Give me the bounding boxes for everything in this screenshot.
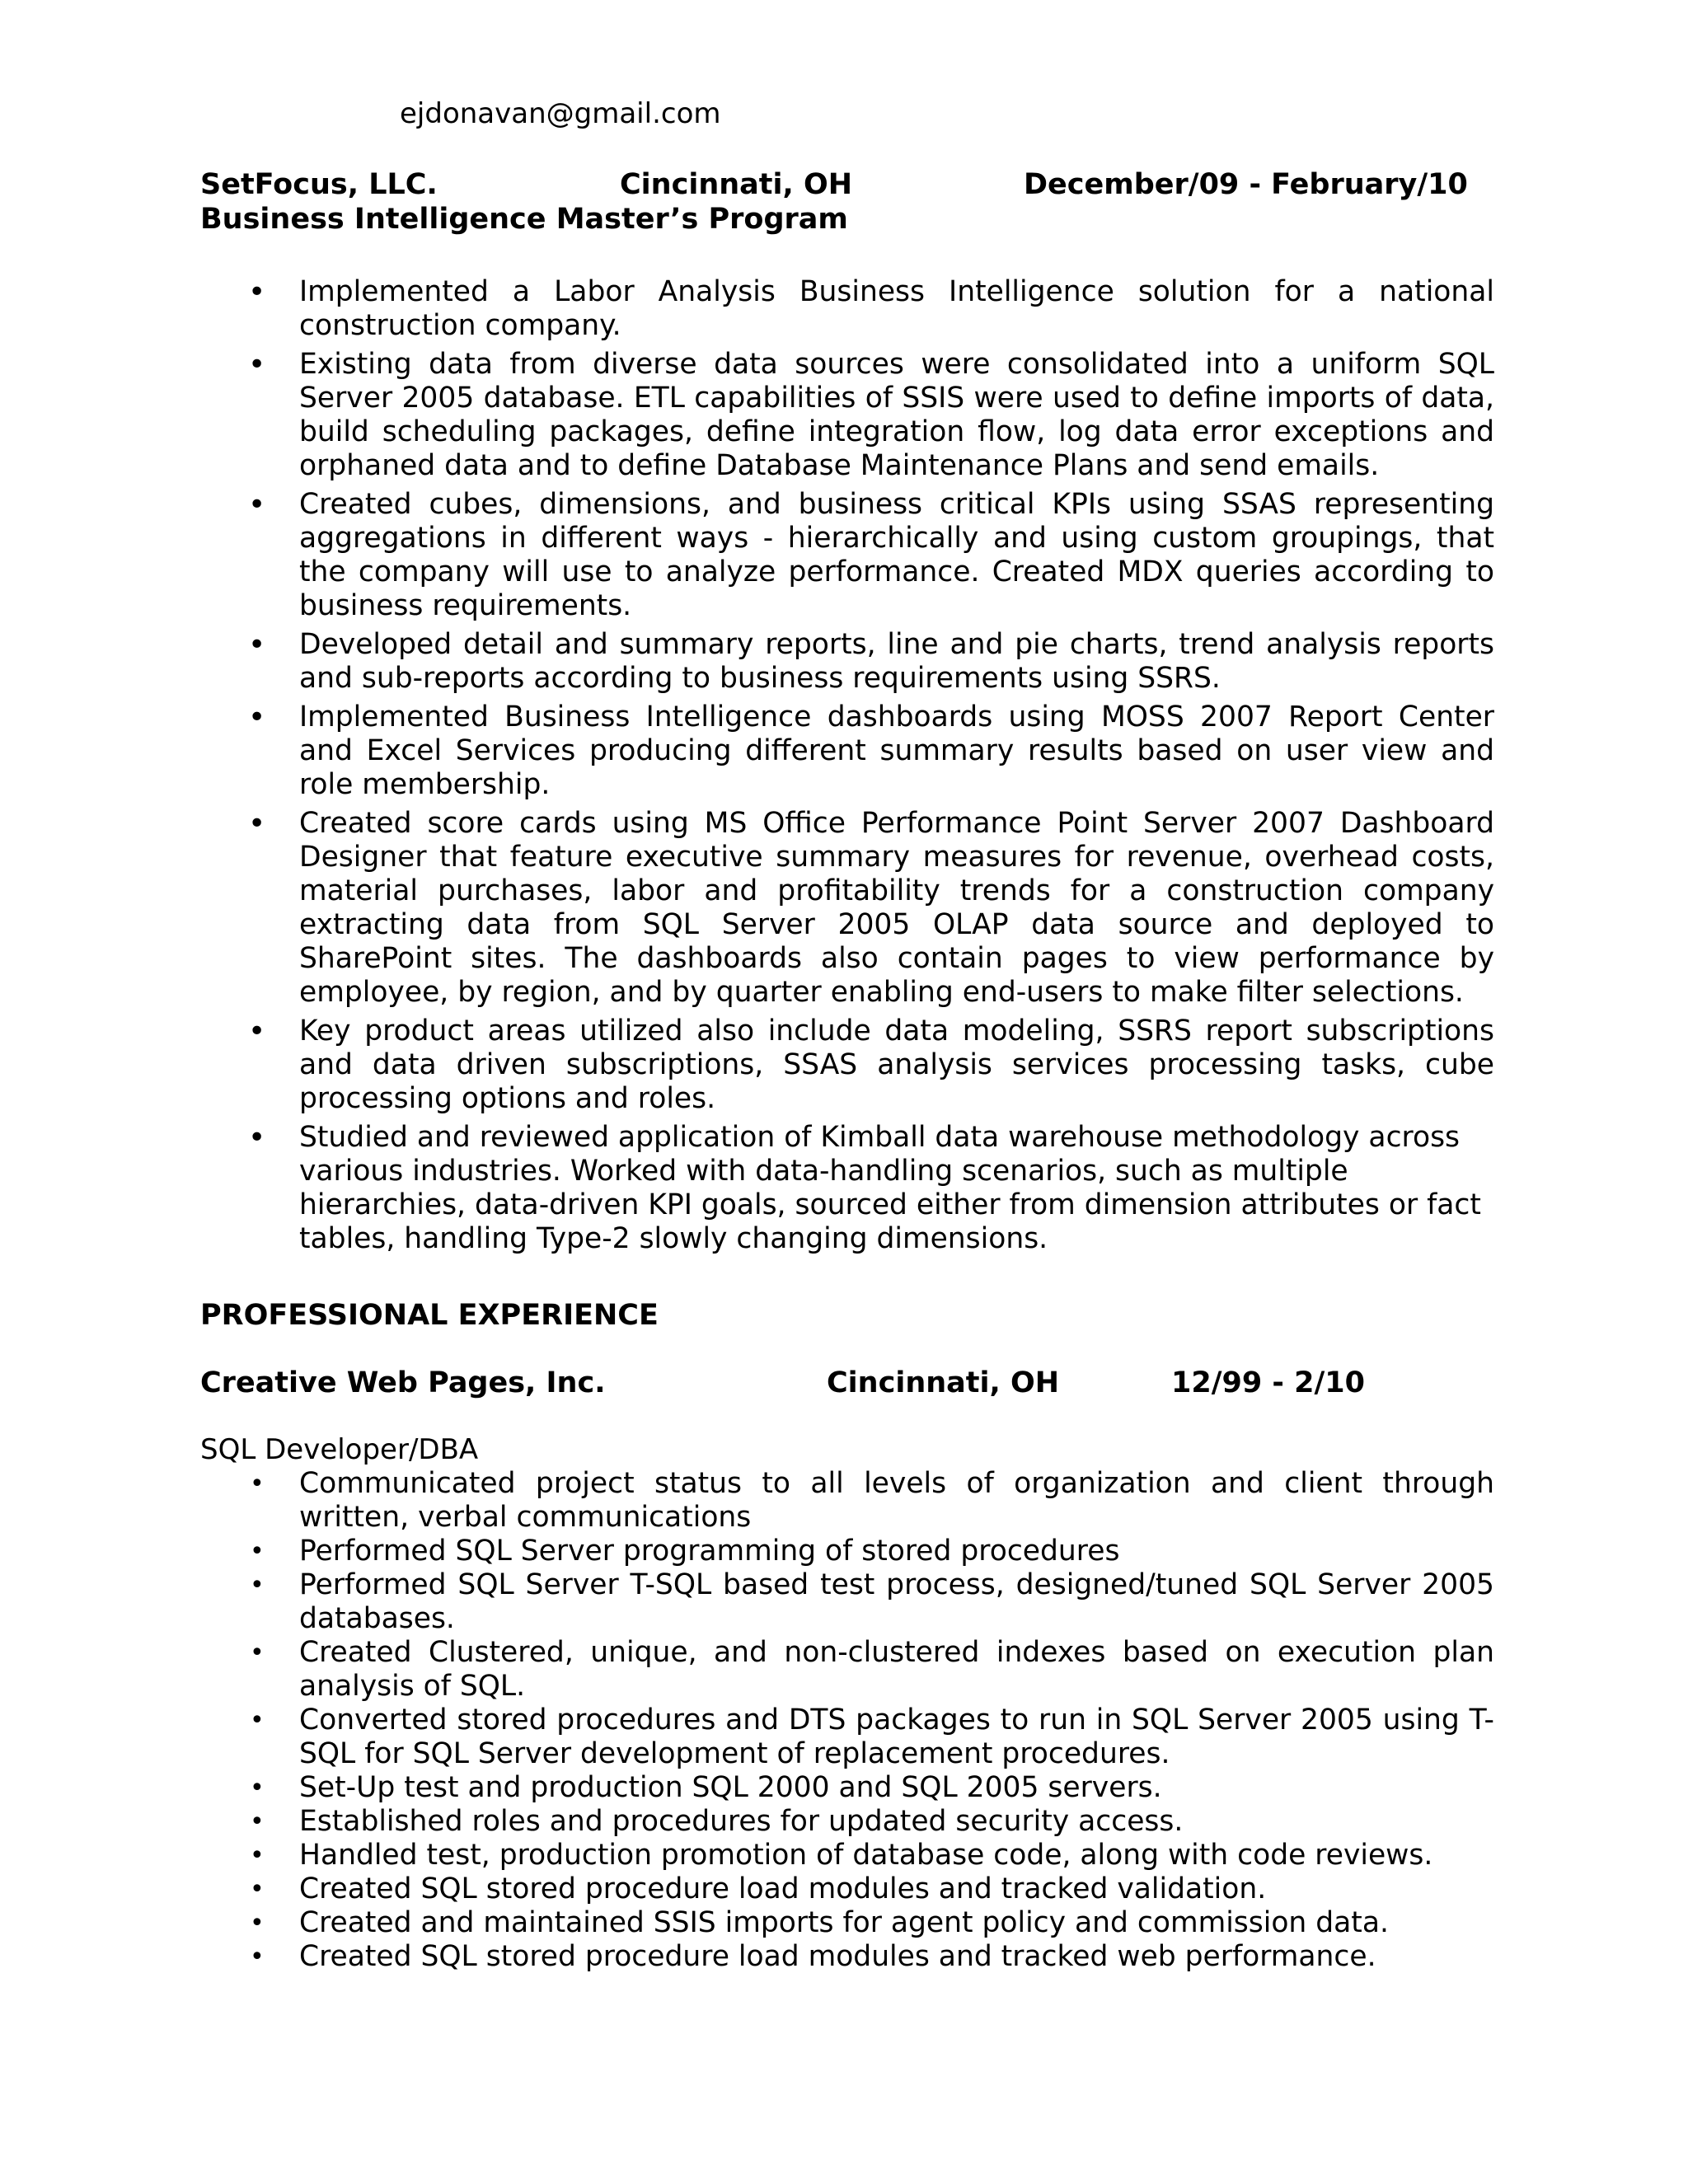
list-item bbox=[200, 807, 1494, 1010]
experience-dates: 12/99 - 2/10 bbox=[1171, 1366, 1365, 1399]
bullet-icon: • bbox=[250, 1571, 265, 1600]
bullet-icon: • bbox=[250, 1469, 265, 1498]
setfocus-company: SetFocus, LLC. bbox=[200, 168, 438, 201]
list-item bbox=[200, 488, 1494, 623]
list-item-text: Created cubes, dimensions, and business critical KPIs using SSAS representing aggregations in different ways - hierarchically and using custom groupings, that the company will use to analyze performance. Created MDX queries according to business requirements. bbox=[299, 488, 1494, 622]
bullet-icon: • bbox=[250, 1807, 265, 1836]
list-item bbox=[200, 1839, 1494, 1872]
bullet-icon: • bbox=[248, 701, 266, 734]
bullet-icon: • bbox=[248, 1121, 266, 1155]
contact-email: ejdonavan@gmail.com bbox=[400, 97, 721, 130]
setfocus-city: Cincinnati, OH bbox=[620, 168, 853, 201]
list-item bbox=[200, 1015, 1494, 1116]
list-item bbox=[200, 1771, 1494, 1805]
experience-role: SQL Developer/DBA bbox=[200, 1433, 479, 1466]
list-item bbox=[200, 1467, 1494, 1535]
list-item bbox=[200, 1805, 1494, 1839]
bullet-icon: • bbox=[248, 807, 266, 841]
bullet-icon: • bbox=[250, 1841, 265, 1870]
bullet-icon: • bbox=[248, 488, 266, 522]
list-item-text: Created and maintained SSIS imports for agent policy and commission data. bbox=[299, 1906, 1389, 1939]
list-item-text: Created SQL stored procedure load modules and tracked web performance. bbox=[299, 1940, 1376, 1973]
list-item-text: Set-Up test and production SQL 2000 and SQL 2005 servers. bbox=[299, 1771, 1162, 1804]
bullet-icon: • bbox=[250, 1638, 265, 1667]
bullet-icon: • bbox=[250, 1706, 265, 1735]
bullet-icon: • bbox=[248, 1015, 266, 1048]
list-item-text: Performed SQL Server programming of stored procedures bbox=[299, 1535, 1120, 1568]
list-item-text: Implemented a Labor Analysis Business Intelligence solution for a national construction company. bbox=[299, 275, 1494, 342]
bullet-icon: • bbox=[248, 628, 266, 662]
bullet-icon: • bbox=[250, 1774, 265, 1802]
list-item-text: Handled test, production promotion of database code, along with code reviews. bbox=[299, 1839, 1433, 1872]
list-item bbox=[200, 348, 1494, 483]
list-item bbox=[200, 701, 1494, 802]
list-item bbox=[200, 275, 1494, 343]
bullet-icon: • bbox=[250, 1909, 265, 1938]
list-item bbox=[200, 1535, 1494, 1568]
list-item-text: Key product areas utilized also include data modeling, SSRS report subscriptions and data driven subscriptions, SSAS analysis services processing tasks, cube processing options and roles. bbox=[299, 1015, 1494, 1115]
experience-bullet-list bbox=[200, 1467, 1494, 1974]
list-item bbox=[200, 1568, 1494, 1636]
list-item-text: Created SQL stored procedure load modules and tracked validation. bbox=[299, 1872, 1267, 1905]
list-item-text: Studied and reviewed application of Kimball data warehouse methodology across various industries. Worked with data-handling scenarios, such as multiple hierarchies, data-driven KPI goals, sourced either from dimension attributes or fact tables, handling Type-2 slowly changing dimensions. bbox=[299, 1121, 1481, 1255]
section-heading-professional-experience: PROFESSIONAL EXPERIENCE bbox=[200, 1299, 659, 1332]
list-item bbox=[200, 1872, 1494, 1906]
list-item bbox=[200, 1636, 1494, 1704]
list-item bbox=[200, 628, 1494, 696]
list-item bbox=[200, 1940, 1494, 1974]
experience-company: Creative Web Pages, Inc. bbox=[200, 1366, 606, 1399]
list-item-text: Created score cards using MS Office Performance Point Server 2007 Dashboard Designer that feature executive summary measures for revenue, overhead costs, material purchases, labor and profitability trends for a construction company extracting data from SQL Server 2005 OLAP data source and deployed to SharePoint sites. The dashboards also contain pages to view performance by employee, by region, and by quarter enabling end-users to make filter selections. bbox=[299, 807, 1494, 1009]
list-item-text: Implemented Business Intelligence dashboards using MOSS 2007 Report Center and Excel Services producing different summary results based on user view and role membership. bbox=[299, 701, 1494, 801]
list-item-text: Performed SQL Server T-SQL based test process, designed/tuned SQL Server 2005 databases. bbox=[299, 1568, 1494, 1635]
bullet-icon: • bbox=[250, 1537, 265, 1566]
setfocus-dates: December/09 - February/10 bbox=[1024, 168, 1468, 201]
list-item-text: Established roles and procedures for updated security access. bbox=[299, 1805, 1184, 1838]
bullet-icon: • bbox=[250, 1875, 265, 1904]
setfocus-program: Business Intelligence Master’s Program bbox=[200, 203, 848, 236]
list-item-text: Developed detail and summary reports, line and pie charts, trend analysis reports and sub-reports according to business requirements using SSRS. bbox=[299, 628, 1494, 695]
setfocus-bullet-list bbox=[200, 275, 1494, 1261]
list-item-text: Converted stored procedures and DTS packages to run in SQL Server 2005 using T-SQL for SQL Server development of replacement procedures. bbox=[299, 1704, 1494, 1770]
list-item-text: Communicated project status to all levels of organization and client through written, verbal communications bbox=[299, 1467, 1494, 1534]
bullet-icon: • bbox=[248, 348, 266, 382]
list-item bbox=[200, 1906, 1494, 1940]
bullet-icon: • bbox=[248, 275, 266, 309]
experience-city: Cincinnati, OH bbox=[827, 1366, 1060, 1399]
list-item-text: Created Clustered, unique, and non-clustered indexes based on execution plan analysis of SQL. bbox=[299, 1636, 1494, 1703]
list-item bbox=[200, 1704, 1494, 1771]
bullet-icon: • bbox=[250, 1943, 265, 1971]
list-item-text: Existing data from diverse data sources were consolidated into a uniform SQL Server 2005 database. ETL capabilities of SSIS were used to define imports of data, build scheduling packages, define integration flow, log data error exceptions and orphaned data and to define Database Maintenance Plans and send emails. bbox=[299, 348, 1494, 482]
list-item bbox=[200, 1121, 1494, 1256]
